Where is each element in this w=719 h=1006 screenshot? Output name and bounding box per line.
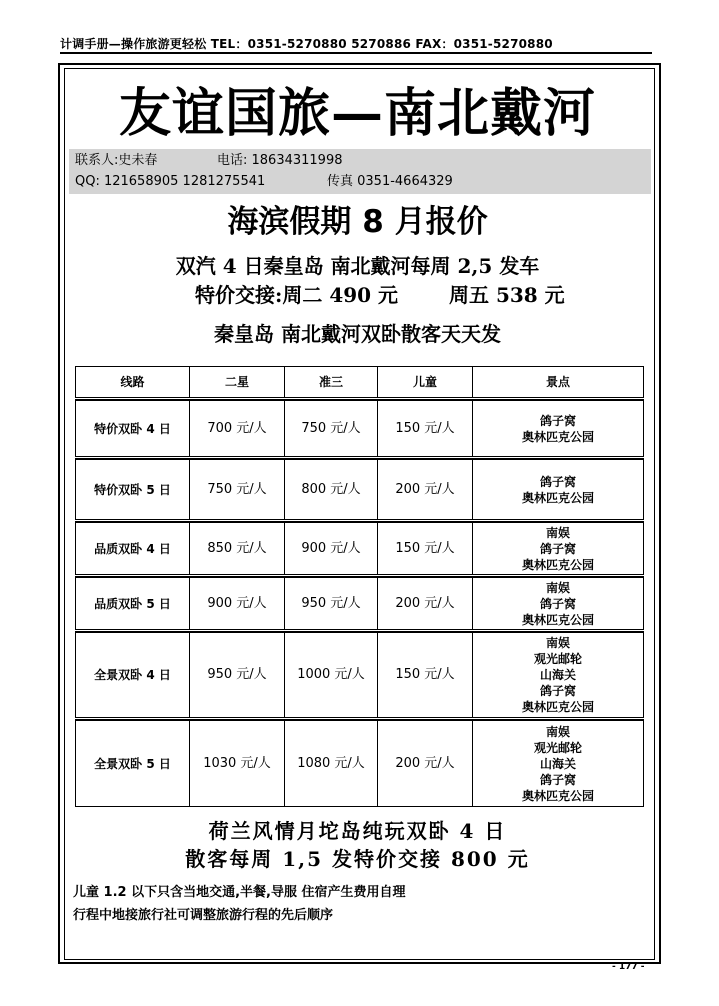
spots-cell xyxy=(473,578,644,631)
price-table xyxy=(75,366,644,807)
contact-box xyxy=(69,149,651,194)
spot: 奥林匹克公园 xyxy=(521,429,594,444)
special-price-fri: 周五 538 元 xyxy=(449,283,565,307)
main-title: 友谊国旅—南北戴河 xyxy=(118,83,596,144)
route-cell: 全景双卧 4 日 xyxy=(76,633,190,719)
spot: 奥林匹克公园 xyxy=(521,612,594,627)
star2-price: 1030 元/人 xyxy=(190,721,285,807)
spot: 鸽子窝 xyxy=(539,541,576,556)
zhun3-price: 750 元/人 xyxy=(285,401,378,458)
spot: 奥林匹克公园 xyxy=(521,557,594,572)
spot: 鸽子窝 xyxy=(539,413,576,428)
spot: 奥林匹克公园 xyxy=(521,490,594,505)
spots-cell xyxy=(473,460,644,521)
special-price-tue: 特价交接:周二 490 元 xyxy=(195,283,399,307)
header-child: 儿童 xyxy=(378,367,473,399)
route-cell: 特价双卧 4 日 xyxy=(76,401,190,458)
spot: 南娱 xyxy=(545,580,570,595)
header-spots: 景点 xyxy=(473,367,644,399)
spot: 山海关 xyxy=(539,668,576,682)
contact-fax: 传真 0351-4664329 xyxy=(327,174,453,189)
zhun3-price: 950 元/人 xyxy=(285,578,378,631)
star2-price: 750 元/人 xyxy=(190,460,285,521)
spot: 南娱 xyxy=(545,724,570,739)
page-number: - 177 - xyxy=(612,962,645,972)
header-rule xyxy=(60,52,652,54)
spot: 山海关 xyxy=(539,756,576,771)
child-price: 200 元/人 xyxy=(378,578,473,631)
star2-price: 950 元/人 xyxy=(190,633,285,719)
zhun3-price: 1080 元/人 xyxy=(285,721,378,807)
child-price: 200 元/人 xyxy=(378,460,473,521)
spot: 奥林匹克公园 xyxy=(521,700,594,714)
note-itinerary: 行程中地接旅行社可调整旅游行程的先后顺序 xyxy=(73,908,334,923)
header-star2: 二星 xyxy=(190,367,285,399)
child-price: 150 元/人 xyxy=(378,523,473,576)
star2-price: 700 元/人 xyxy=(190,401,285,458)
spot: 观光邮轮 xyxy=(533,652,582,666)
header-zhun3: 准三 xyxy=(285,367,378,399)
holland-tour-price: 散客每周 1,5 发特价交接 800 元 xyxy=(185,847,530,871)
note-children: 儿童 1.2 以下只含当地交通,半餐,导服 住宿产生费用自理 xyxy=(73,885,406,900)
header-text: 计调手册—操作旅游更轻松 TEL：0351-5270880 5270886 FAX：0351-5270880 xyxy=(60,37,553,51)
header-route: 线路 xyxy=(76,367,190,399)
train-tour-line: 秦皇岛 南北戴河双卧散客天天发 xyxy=(214,322,501,346)
star2-price: 850 元/人 xyxy=(190,523,285,576)
spot: 鸽子窝 xyxy=(539,772,576,787)
contact-person: 联系人:史未春 xyxy=(75,153,158,168)
spot: 鸽子窝 xyxy=(539,684,576,698)
bus-tour-line: 双汽 4 日秦皇岛 南北戴河每周 2,5 发车 xyxy=(175,254,540,278)
contact-qq: QQ: 121658905 1281275541 xyxy=(75,174,266,189)
spot: 鸽子窝 xyxy=(539,474,576,489)
child-price: 200 元/人 xyxy=(378,721,473,807)
zhun3-price: 1000 元/人 xyxy=(285,633,378,719)
zhun3-price: 900 元/人 xyxy=(285,523,378,576)
table-row xyxy=(76,460,644,521)
spot: 奥林匹克公园 xyxy=(521,788,594,803)
spot: 鸽子窝 xyxy=(539,596,576,611)
spots-cell xyxy=(473,633,644,719)
route-cell: 品质双卧 5 日 xyxy=(76,578,190,631)
star2-price: 900 元/人 xyxy=(190,578,285,631)
holland-tour-title: 荷兰风情月坨岛纯玩双卧 4 日 xyxy=(208,819,507,843)
table-row xyxy=(76,523,644,576)
spots-cell xyxy=(473,401,644,458)
contact-phone: 电话: 18634311998 xyxy=(217,153,343,168)
table-header-row xyxy=(76,367,644,399)
table-row xyxy=(76,401,644,458)
spots-cell xyxy=(473,721,644,807)
child-price: 150 元/人 xyxy=(378,401,473,458)
route-cell: 品质双卧 4 日 xyxy=(76,523,190,576)
table-row xyxy=(76,578,644,631)
route-cell: 全景双卧 5 日 xyxy=(76,721,190,807)
spot: 南娱 xyxy=(545,636,570,650)
table-row xyxy=(76,721,644,807)
child-price: 150 元/人 xyxy=(378,633,473,719)
table-row xyxy=(76,633,644,719)
zhun3-price: 800 元/人 xyxy=(285,460,378,521)
subtitle: 海滨假期 8 月报价 xyxy=(227,204,488,240)
route-cell: 特价双卧 5 日 xyxy=(76,460,190,521)
spot: 南娱 xyxy=(545,525,570,540)
spot: 观光邮轮 xyxy=(533,740,582,755)
spots-cell xyxy=(473,523,644,576)
